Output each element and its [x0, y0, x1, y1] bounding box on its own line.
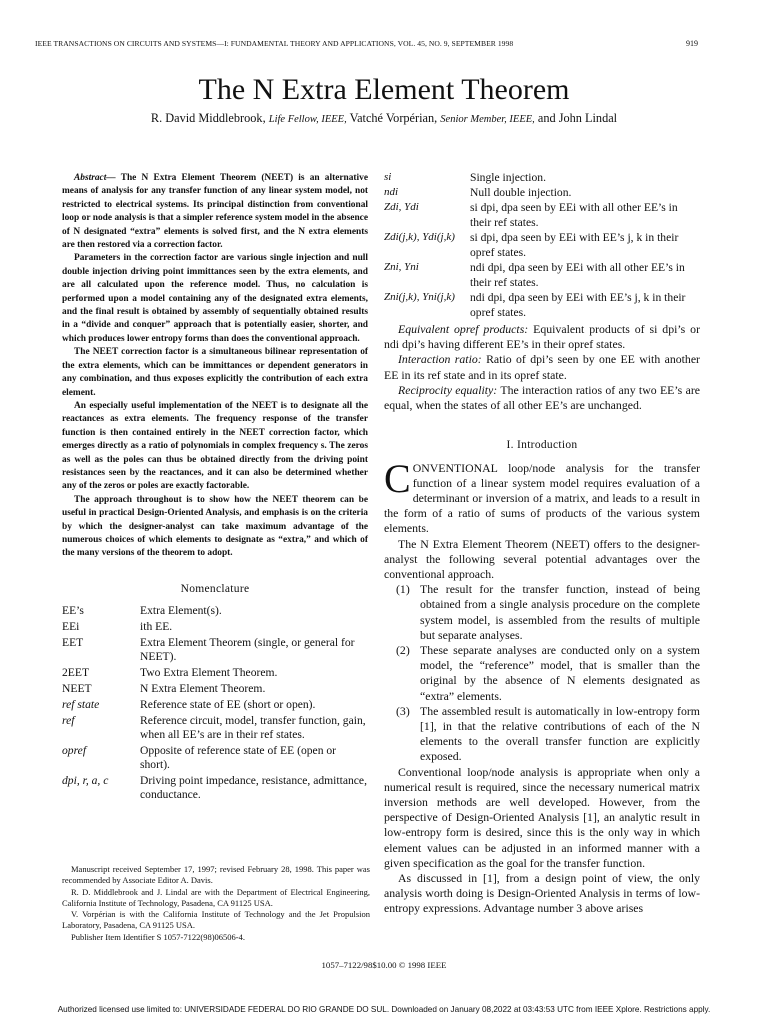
advantage-number: (1) [396, 582, 410, 597]
advantage-number: (3) [396, 703, 410, 718]
definition-row [384, 185, 700, 200]
nomenclature-row [62, 620, 368, 636]
intro-para-1-text: ONVENTIONAL loop/node analysis for the transfer function of a linear system model requires evaluation of a determinant or inversion of a matrix, and leads to a result in the form of a ratio of sums of products of the various system elements. [384, 460, 700, 536]
definitions-table [384, 170, 700, 320]
nomenclature-row [62, 698, 368, 714]
intro-para-3: Conventional loop/node analysis is appropriate when only a numerical result is required, since the necessary numerical matrix inversion methods are well developed. However, from the perspective of Design-Oriented Analysis [1], an analytic result in low-entropy form is desired, since this is the only way in which element values can be adjusted in an informed manner with a given specification as the goal for the transfer function. [384, 764, 700, 870]
introduction-heading: I. Introduction [506, 439, 578, 452]
advantage-text: These separate analyses are conducted only on a system model, the “reference” model, that is smaller than the original by the absence of N elements designated as “extra” elements. [420, 642, 700, 703]
nomenclature-term: EE’s [62, 604, 84, 618]
definition-symbol: si [384, 171, 392, 183]
nomenclature-term: EET [62, 636, 84, 650]
definition-row [384, 260, 700, 290]
equivalent-opref-label: Equivalent opref products: [398, 322, 529, 336]
author-3: and John Lindal [537, 111, 618, 125]
nomenclature-definition: Extra Element(s). [140, 604, 222, 618]
definition-symbol: Zni, Yni [384, 261, 419, 273]
definition-description: ndi dpi, dpa seen by EEi with all other EE’s in their ref states. [470, 261, 685, 289]
nomenclature-term: opref [62, 744, 87, 758]
nomenclature-row [62, 636, 368, 666]
footnote-affiliation-1: R. D. Middlebrook and J. Lindal are with the Department of Electrical Engineering, California Institute of Technology, Pasadena, CA 91125 USA. [62, 886, 370, 908]
nomenclature-definition: N Extra Element Theorem. [140, 682, 266, 696]
definition-row [384, 200, 700, 230]
definitions-paragraphs [384, 322, 700, 413]
abstract-para-1 [62, 172, 368, 252]
intro-para-2: The N Extra Element Theorem (NEET) offers to the designer-analyst the following several potential advantages over the conventional approach. [384, 536, 700, 581]
journal-header: IEEE TRANSACTIONS ON CIRCUITS AND SYSTEMS—I: FUNDAMENTAL THEORY AND APPLICATIONS, VOL. 45, NO. 9, SEPTEMBER 1998 [35, 39, 514, 48]
nomenclature-definition: ith EE. [140, 620, 173, 634]
nomenclature-definition: Driving point impedance, resistance, admittance, conductance. [140, 774, 367, 802]
abstract [62, 172, 368, 561]
equivalent-opref-text: Equivalent products of si dpi’s or ndi dpi’s having different EE’s in their opref states. [384, 322, 701, 352]
interaction-ratio-text: Ratio of dpi’s seen by one EE with another EE in its ref state and in its opref state. [384, 352, 700, 382]
abstract-lead: Abstract— [74, 173, 116, 183]
abstract-text-1: The N Extra Element Theorem (NEET) is an alternative means of analysis for any transfer function of any linear system model, not restricted to electrical systems. Its principal distinction from conventional loop or node analysis is that a simpler reference system model in the absence of N designated “extra” elements is solved first, and the N extra elements are then restored via a correction factor. [62, 173, 368, 251]
nomenclature-row [62, 744, 368, 774]
nomenclature-row [62, 682, 368, 698]
definition-description: ndi dpi, dpa seen by EEi with EE’s j, k in their opref states. [470, 291, 686, 319]
nomenclature-definition: Reference state of EE (short or open). [140, 698, 316, 712]
intro-para-4: As discussed in [1], from a design point of view, the only analysis worth doing is Design-Oriented Analysis in terms of low-entropy expressions. Advantage number 3 above arises [384, 871, 700, 916]
nomenclature-term: ref state [62, 698, 100, 712]
nomenclature-term: EEi [62, 620, 80, 634]
abstract-para-2: Parameters in the correction factor are various single injection and null double injection driving point immittances seen by the extra elements, and are all calculated upon the reference model. Thus, no calculation is performed upon a model containing any of the designated extra elements, and the final result is obtained by assembly of sequentially obtained results in a “divide and conquer” approach that is potentially easier, shorter, and which produces lower entropy forms than does the conventional approach. [62, 253, 368, 344]
reciprocity-text: The interaction ratios of any two EE’s are equal, when the states of all other EE’s are unchanged. [384, 382, 701, 413]
author-2-role: Senior Member, IEEE, [440, 114, 535, 125]
author-line [0, 111, 768, 126]
nomenclature-definition: Two Extra Element Theorem. [140, 666, 278, 680]
right-column [384, 170, 700, 917]
advantage-item [384, 582, 700, 643]
nomenclature-definition: Extra Element Theorem (single, or general for NEET). [140, 636, 355, 664]
definition-description: Null double injection. [470, 186, 572, 199]
reciprocity-label: Reciprocity equality: [398, 382, 498, 397]
nomenclature-heading: Nomenclature [180, 582, 250, 595]
author-1-role: Life Fellow, IEEE, [268, 114, 347, 125]
nomenclature-term: dpi, r, a, c [62, 774, 109, 788]
nomenclature-term: 2EET [62, 666, 90, 680]
interaction-ratio-label: Interaction ratio: [398, 352, 482, 367]
nomenclature-term: NEET [62, 682, 92, 696]
advantage-item [384, 704, 700, 765]
left-column [62, 172, 368, 804]
definition-row [384, 170, 700, 185]
nomenclature-row [62, 714, 368, 744]
drop-cap: C [384, 455, 411, 501]
nomenclature-definition: Opposite of reference state of EE (open or short). [140, 744, 337, 772]
interaction-ratio-para [384, 352, 700, 382]
definition-description: si dpi, dpa seen by EEi with EE’s j, k in their opref states. [470, 231, 679, 259]
nomenclature-row [62, 774, 368, 804]
advantage-text: The assembled result is automatically in low-entropy form [1], in that the relative contributions of each of the N elements to the overall transfer function are explicitly exposed. [420, 703, 700, 764]
author-1: R. David Middlebrook, [150, 111, 266, 125]
author-2: Vatché Vorpérian, [349, 111, 438, 125]
license-notice: Authorized licensed use limited to: UNIVERSIDADE FEDERAL DO RIO GRANDE DO SUL. Downloaded on January 08,2022 at 03:43:53 UTC from IEEE Xplore. Restrictions apply. [57, 1005, 711, 1014]
advantage-item [384, 643, 700, 704]
nomenclature-term: ref [62, 714, 75, 728]
nomenclature-row [62, 666, 368, 682]
nomenclature-definition: Reference circuit, model, transfer function, gain, when all EE’s are in their ref states. [140, 714, 366, 742]
definition-row [384, 290, 700, 320]
definition-description: Single injection. [470, 171, 546, 184]
definition-description: si dpi, dpa seen by EEi with all other EE’s in their ref states. [470, 201, 678, 229]
abstract-para-4: An especially useful implementation of the NEET is to designate all the reactances as extra elements. The frequency response of the transfer function is then contained entirely in the NEET correction factor, which emerges directly as a ratio of polynomials in complex frequency s. The zeros as well as the poles can thus be obtained directly from the driving point resistances seen by the reactances, and it can also be determined whether any of the zeros or poles are exactly factorable. [62, 400, 368, 492]
nomenclature-table [62, 604, 368, 804]
copyright-line: 1057–7122/98$10.00 © 1998 IEEE [321, 960, 447, 970]
footnote-publisher-id: Publisher Item Identifier S 1057-7122(98)06506-4. [71, 931, 245, 942]
equivalent-opref-para [384, 322, 700, 352]
definition-row [384, 230, 700, 260]
footnote-manuscript: Manuscript received September 17, 1997; revised February 28, 1998. This paper was recommended by Associate Editor A. Davis. [62, 864, 370, 886]
advantage-number: (2) [396, 642, 410, 657]
abstract-para-3: The NEET correction factor is a simultaneous bilinear representation of the extra elements, which can be immittances or dependent generators in any combination, and thus exposes explicitly the contribution of each extra element. [62, 347, 368, 398]
footnote-affiliation-2: V. Vorpérian is with the California Institute of Technology and the Jet Propulsion Laboratory, Pasadena, CA 91125 USA. [62, 909, 370, 931]
nomenclature-row [62, 604, 368, 620]
definition-symbol: Zdi, Ydi [384, 201, 419, 213]
footnotes [62, 864, 370, 943]
introduction-body [384, 455, 700, 917]
reciprocity-para [384, 383, 700, 413]
page-number: 919 [686, 39, 698, 48]
intro-para-1 [384, 455, 700, 537]
abstract-para-5: The approach throughout is to show how the NEET theorem can be useful in practical Design-Oriented Analysis, and emphasis is on the criteria by which the designer-analyst can take maximum advantage of the numerous choices of which elements to designate as “extra,” and which of the many versions of the theorem to adopt. [62, 494, 368, 559]
definition-symbol: Zni(j,k), Yni(j,k) [384, 291, 455, 303]
advantage-text: The result for the transfer function, instead of being obtained from a single analysis procedure on the complete system model, is assembled from the results of multiple but separate analyses. [420, 582, 700, 642]
paper-title: The N Extra Element Theorem [198, 73, 570, 106]
definition-symbol: Zdi(j,k), Ydi(j,k) [384, 231, 455, 243]
definition-symbol: ndi [384, 186, 399, 198]
advantages-list [384, 582, 700, 764]
